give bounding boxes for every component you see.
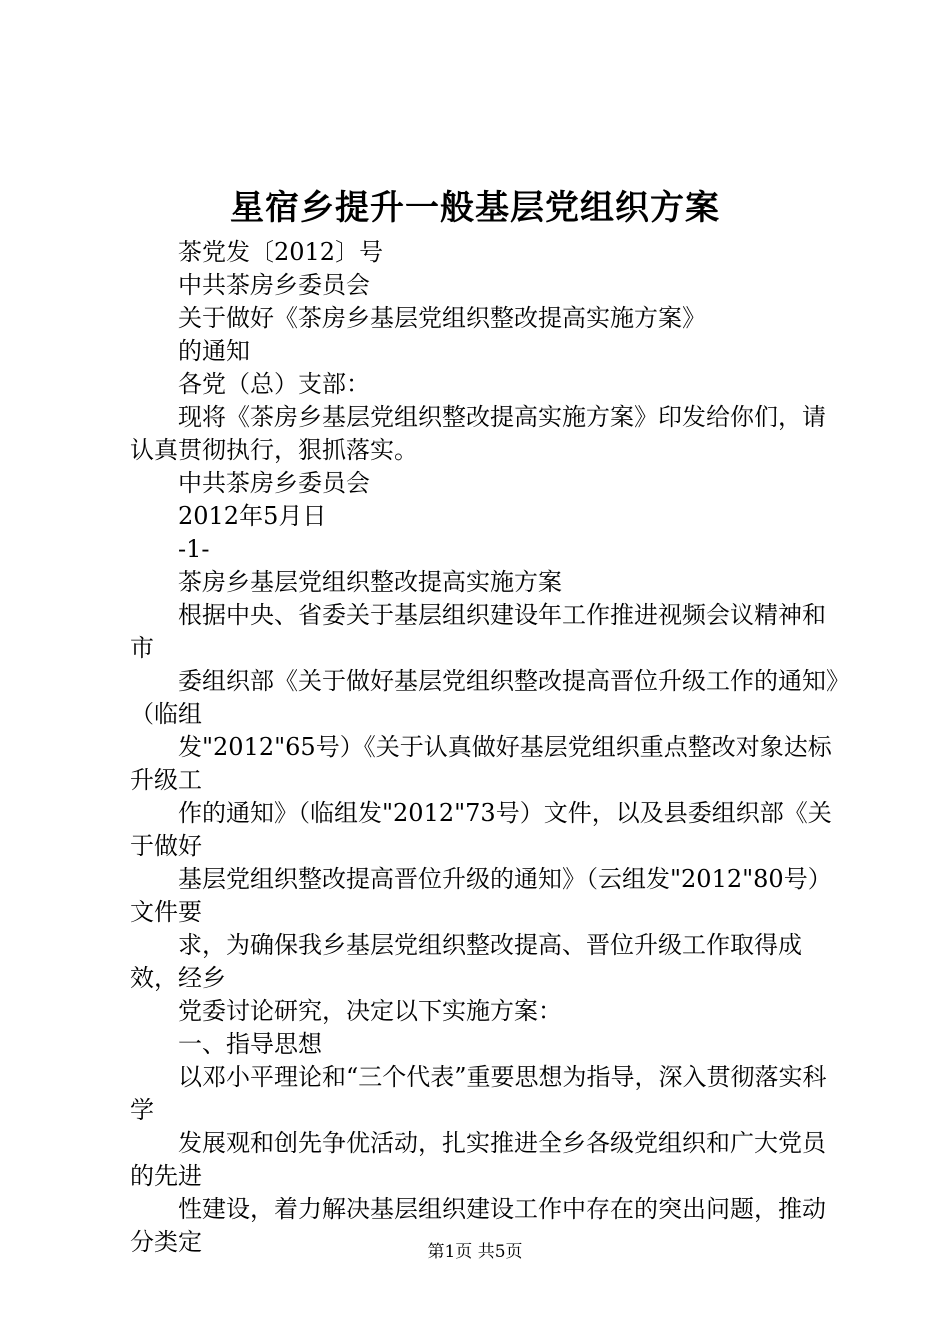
paragraph: 茶房乡基层党组织整改提高实施方案 bbox=[178, 568, 562, 596]
paragraph: 2012年5月日 bbox=[178, 502, 327, 530]
paragraph: 党委讨论研究，决定以下实施方案： bbox=[178, 997, 562, 1025]
paragraph: 委组织部《关于做好基层党组织整改提高晋位升级工作的通知》（临组 bbox=[130, 667, 838, 728]
paragraph: 中共茶房乡委员会 bbox=[178, 469, 370, 497]
paragraph: 的通知 bbox=[178, 337, 250, 365]
paragraph: 作的通知》（临组发"2012"73号）文件，以及县委组织部《关于做好 bbox=[130, 799, 832, 860]
paragraph: 现将《茶房乡基层党组织整改提高实施方案》印发给你们，请认真贯彻执行，狠抓落实。 bbox=[130, 403, 826, 464]
paragraph: 以邓小平理论和“三个代表”重要思想为指导，深入贯彻落实科学 bbox=[130, 1063, 827, 1124]
page-footer: 第1页 共5页 bbox=[427, 1242, 523, 1262]
paragraph: 求，为确保我乡基层党组织整改提高、晋位升级工作取得成效，经乡 bbox=[130, 931, 802, 992]
paragraph: 根据中央、省委关于基层组织建设年工作推进视频会议精神和市 bbox=[130, 601, 826, 662]
paragraph: 基层党组织整改提高晋位升级的通知》（云组发"2012"80号）文件要 bbox=[130, 865, 832, 926]
paragraph: -1- bbox=[178, 535, 210, 563]
paragraph: 茶党发〔2012〕号 bbox=[178, 238, 384, 266]
paragraph: 各党（总）支部： bbox=[178, 370, 370, 398]
paragraph: 一、指导思想 bbox=[178, 1030, 322, 1058]
paragraph: 性建设，着力解决基层组织建设工作中存在的突出问题，推动分类定 bbox=[130, 1195, 826, 1256]
paragraph: 中共茶房乡委员会 bbox=[178, 271, 370, 299]
paragraph: 关于做好《茶房乡基层党组织整改提高实施方案》 bbox=[178, 304, 706, 332]
document-body bbox=[130, 236, 842, 1259]
document-title: 星宿乡提升一般基层党组织方案 bbox=[230, 188, 720, 228]
paragraph: 发"2012"65号）《关于认真做好基层党组织重点整改对象达标升级工 bbox=[130, 733, 832, 794]
paragraph: 发展观和创先争优活动，扎实推进全乡各级党组织和广大党员的先进 bbox=[130, 1129, 826, 1190]
